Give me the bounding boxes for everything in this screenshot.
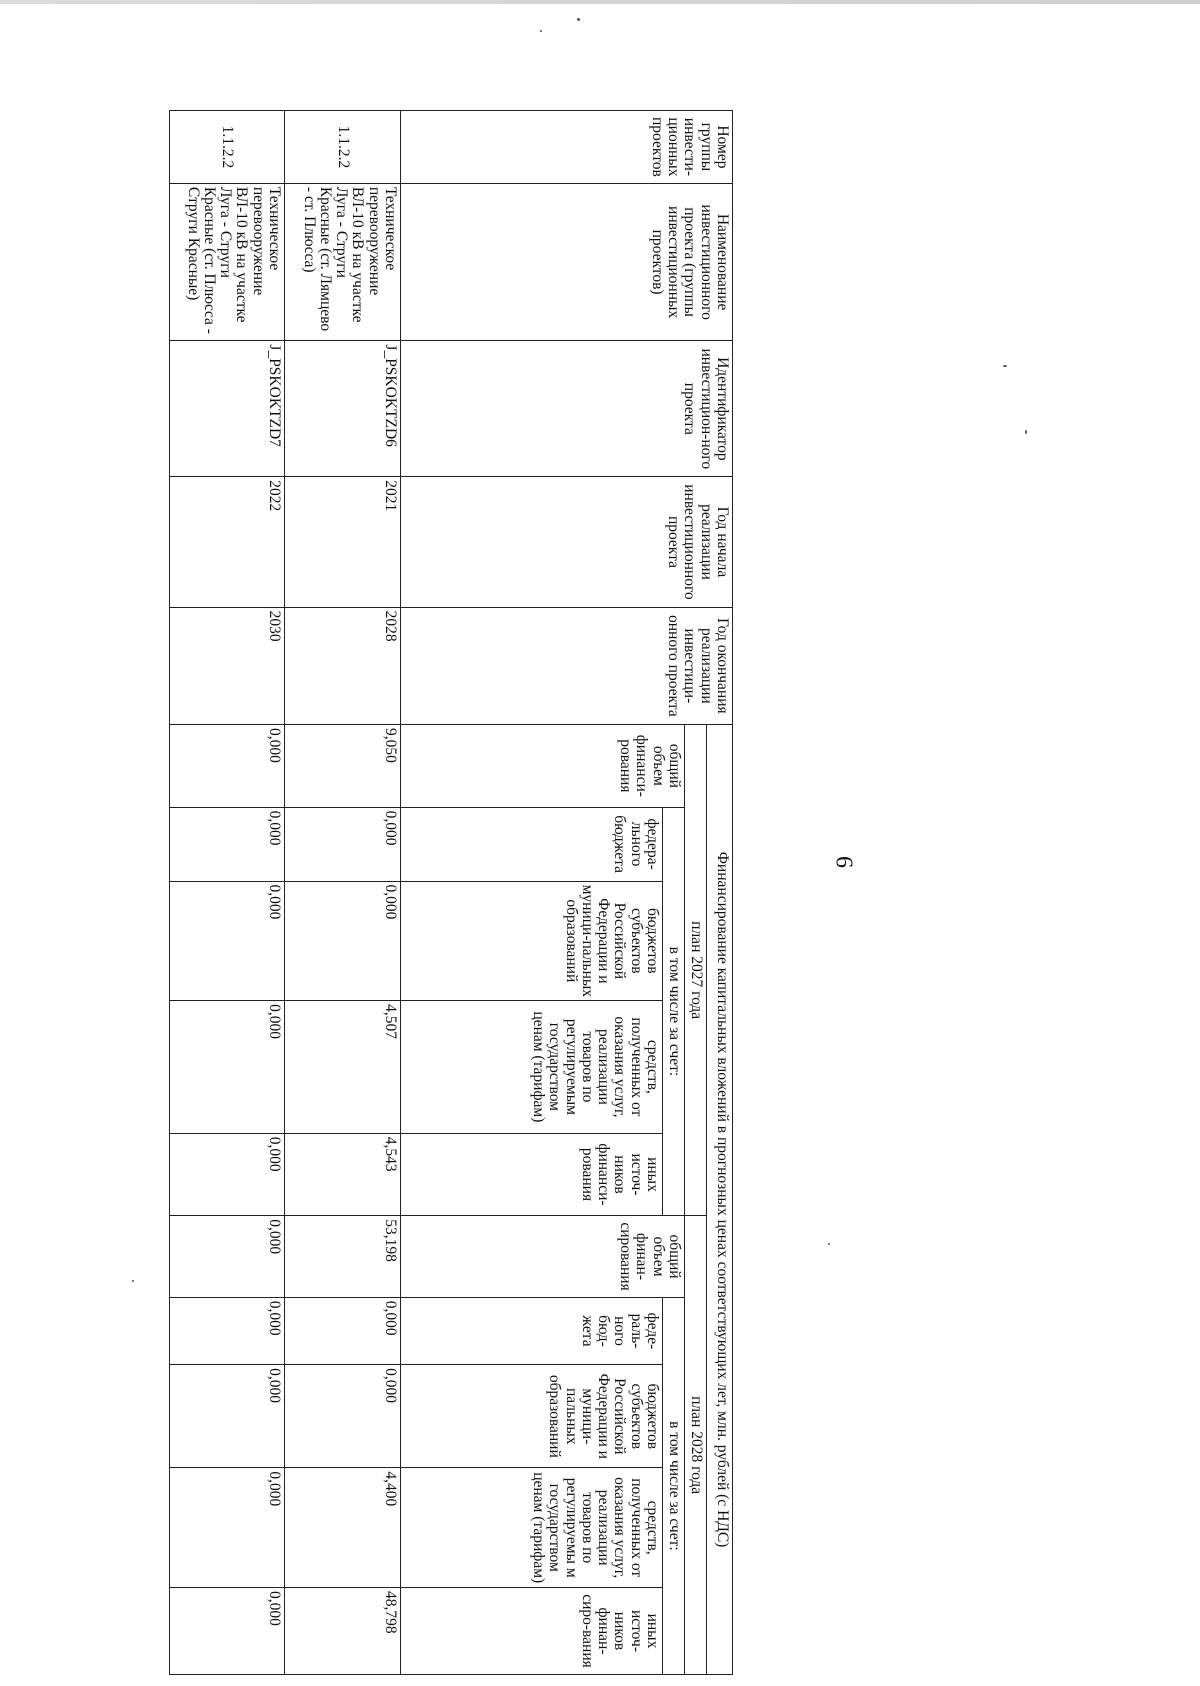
header-federal-2028: феде-раль-ного бюд-жета bbox=[401, 1297, 663, 1364]
cell-federal-2028: 0,000 bbox=[170, 1297, 285, 1364]
cell-total-2028: 0,000 bbox=[170, 1216, 285, 1298]
header-total-2028: общий объем финан-сирования bbox=[401, 1216, 685, 1298]
header-start-year: Год начала реализации инвестиционного проекта bbox=[401, 477, 733, 607]
scan-speck bbox=[1003, 365, 1007, 367]
cell-other-2027: 0,000 bbox=[170, 1133, 285, 1216]
header-plan-2027: план 2027 года bbox=[685, 725, 707, 1216]
header-regional-2027: бюджетов субъектов Российской Федерации и муници-пальных образований bbox=[401, 881, 663, 1001]
table-row bbox=[170, 111, 285, 1675]
cell-regional-2027: 0,000 bbox=[285, 881, 401, 1001]
header-other-2028: иных источ-ников финан-сиро-вания bbox=[401, 1587, 663, 1674]
cell-federal-2027: 0,000 bbox=[285, 807, 401, 881]
header-total-2027: общий объем финанси-рования bbox=[401, 725, 685, 808]
scan-edge bbox=[0, 0, 1200, 4]
header-plan-2028: план 2028 года bbox=[685, 1216, 707, 1675]
cell-tariff-2027: 0,000 bbox=[170, 1001, 285, 1134]
header-tariff-2028: средств, полученных от оказания услуг, реализации товаров по регулируемы м государством ценам (тарифам) bbox=[401, 1468, 663, 1588]
rotated-page-content bbox=[170, 110, 733, 1675]
cell-tariff-2027: 4,507 bbox=[285, 1001, 401, 1134]
cell-group: 1.1.2.2 bbox=[285, 111, 401, 184]
cell-total-2028: 53,198 bbox=[285, 1216, 401, 1298]
cell-federal-2028: 0,000 bbox=[285, 1297, 401, 1364]
header-including-2027: в том числе за счет: bbox=[663, 807, 685, 1216]
scan-speck bbox=[132, 1280, 134, 1282]
cell-total-2027: 9,050 bbox=[285, 725, 401, 808]
header-other-2027: иных источ-ников финанси-рования bbox=[401, 1133, 663, 1216]
cell-tariff-2028: 4,400 bbox=[285, 1468, 401, 1588]
cell-other-2027: 4,543 bbox=[285, 1133, 401, 1216]
cell-tariff-2028: 0,000 bbox=[170, 1468, 285, 1588]
scan-speck bbox=[828, 1243, 830, 1245]
scan-speck bbox=[1025, 430, 1027, 434]
header-tariff-2027: средств, полученных от оказания услуг, реализации товаров по регулируемым государством ценам (тарифам) bbox=[401, 1001, 663, 1134]
header-including-2028: в том числе за счет: bbox=[663, 1297, 685, 1674]
cell-regional-2028: 0,000 bbox=[170, 1365, 285, 1468]
cell-end-year: 2030 bbox=[170, 607, 285, 724]
cell-total-2027: 0,000 bbox=[170, 725, 285, 808]
scan-speck bbox=[577, 18, 580, 21]
scan-speck bbox=[540, 30, 542, 32]
cell-regional-2027: 0,000 bbox=[170, 881, 285, 1001]
investment-financing-table bbox=[169, 110, 733, 1675]
header-group-number: Номер группы инвести-ционных проектов bbox=[401, 111, 733, 184]
cell-other-2028: 48,798 bbox=[285, 1587, 401, 1674]
header-regional-2028: бюджетов субъектов Российской Федерации и муници-пальных образований bbox=[401, 1365, 663, 1468]
cell-identifier: J_PSKOKTZD6 bbox=[285, 341, 401, 477]
page-number: 6 bbox=[830, 856, 857, 868]
table-row bbox=[285, 111, 401, 1675]
cell-identifier: J_PSKOKTZD7 bbox=[170, 341, 285, 477]
cell-start-year: 2022 bbox=[170, 477, 285, 607]
cell-group: 1.1.2.2 bbox=[170, 111, 285, 184]
cell-federal-2027: 0,000 bbox=[170, 807, 285, 881]
header-end-year: Год окончания реализации инвестици-онного проекта bbox=[401, 607, 733, 724]
cell-name: Техническое перевооружение ВЛ-10 кВ на участке Луга - Струги Красные (ст. Лямцево - ст. Плюсса) bbox=[285, 183, 401, 341]
header-federal-2027: федера-льного бюджета bbox=[401, 807, 663, 881]
cell-start-year: 2021 bbox=[285, 477, 401, 607]
cell-other-2028: 0,000 bbox=[170, 1587, 285, 1674]
header-financing-title: Финансирование капитальных вложений в прогнозных ценах соответствующих лет, млн. рублей (с НДС) bbox=[707, 725, 733, 1675]
cell-end-year: 2028 bbox=[285, 607, 401, 724]
cell-regional-2028: 0,000 bbox=[285, 1365, 401, 1468]
header-project-identifier: Идентификатор инвестицион-ного проекта bbox=[401, 341, 733, 477]
header-project-name: Наименование инвестиционного проекта (группы инвестиционных проектов) bbox=[401, 183, 733, 341]
cell-name: Техническое перевооружение ВЛ-10 кВ на участке Луга - Струги Красные (ст. Плюсса - Струги Красные) bbox=[170, 183, 285, 341]
